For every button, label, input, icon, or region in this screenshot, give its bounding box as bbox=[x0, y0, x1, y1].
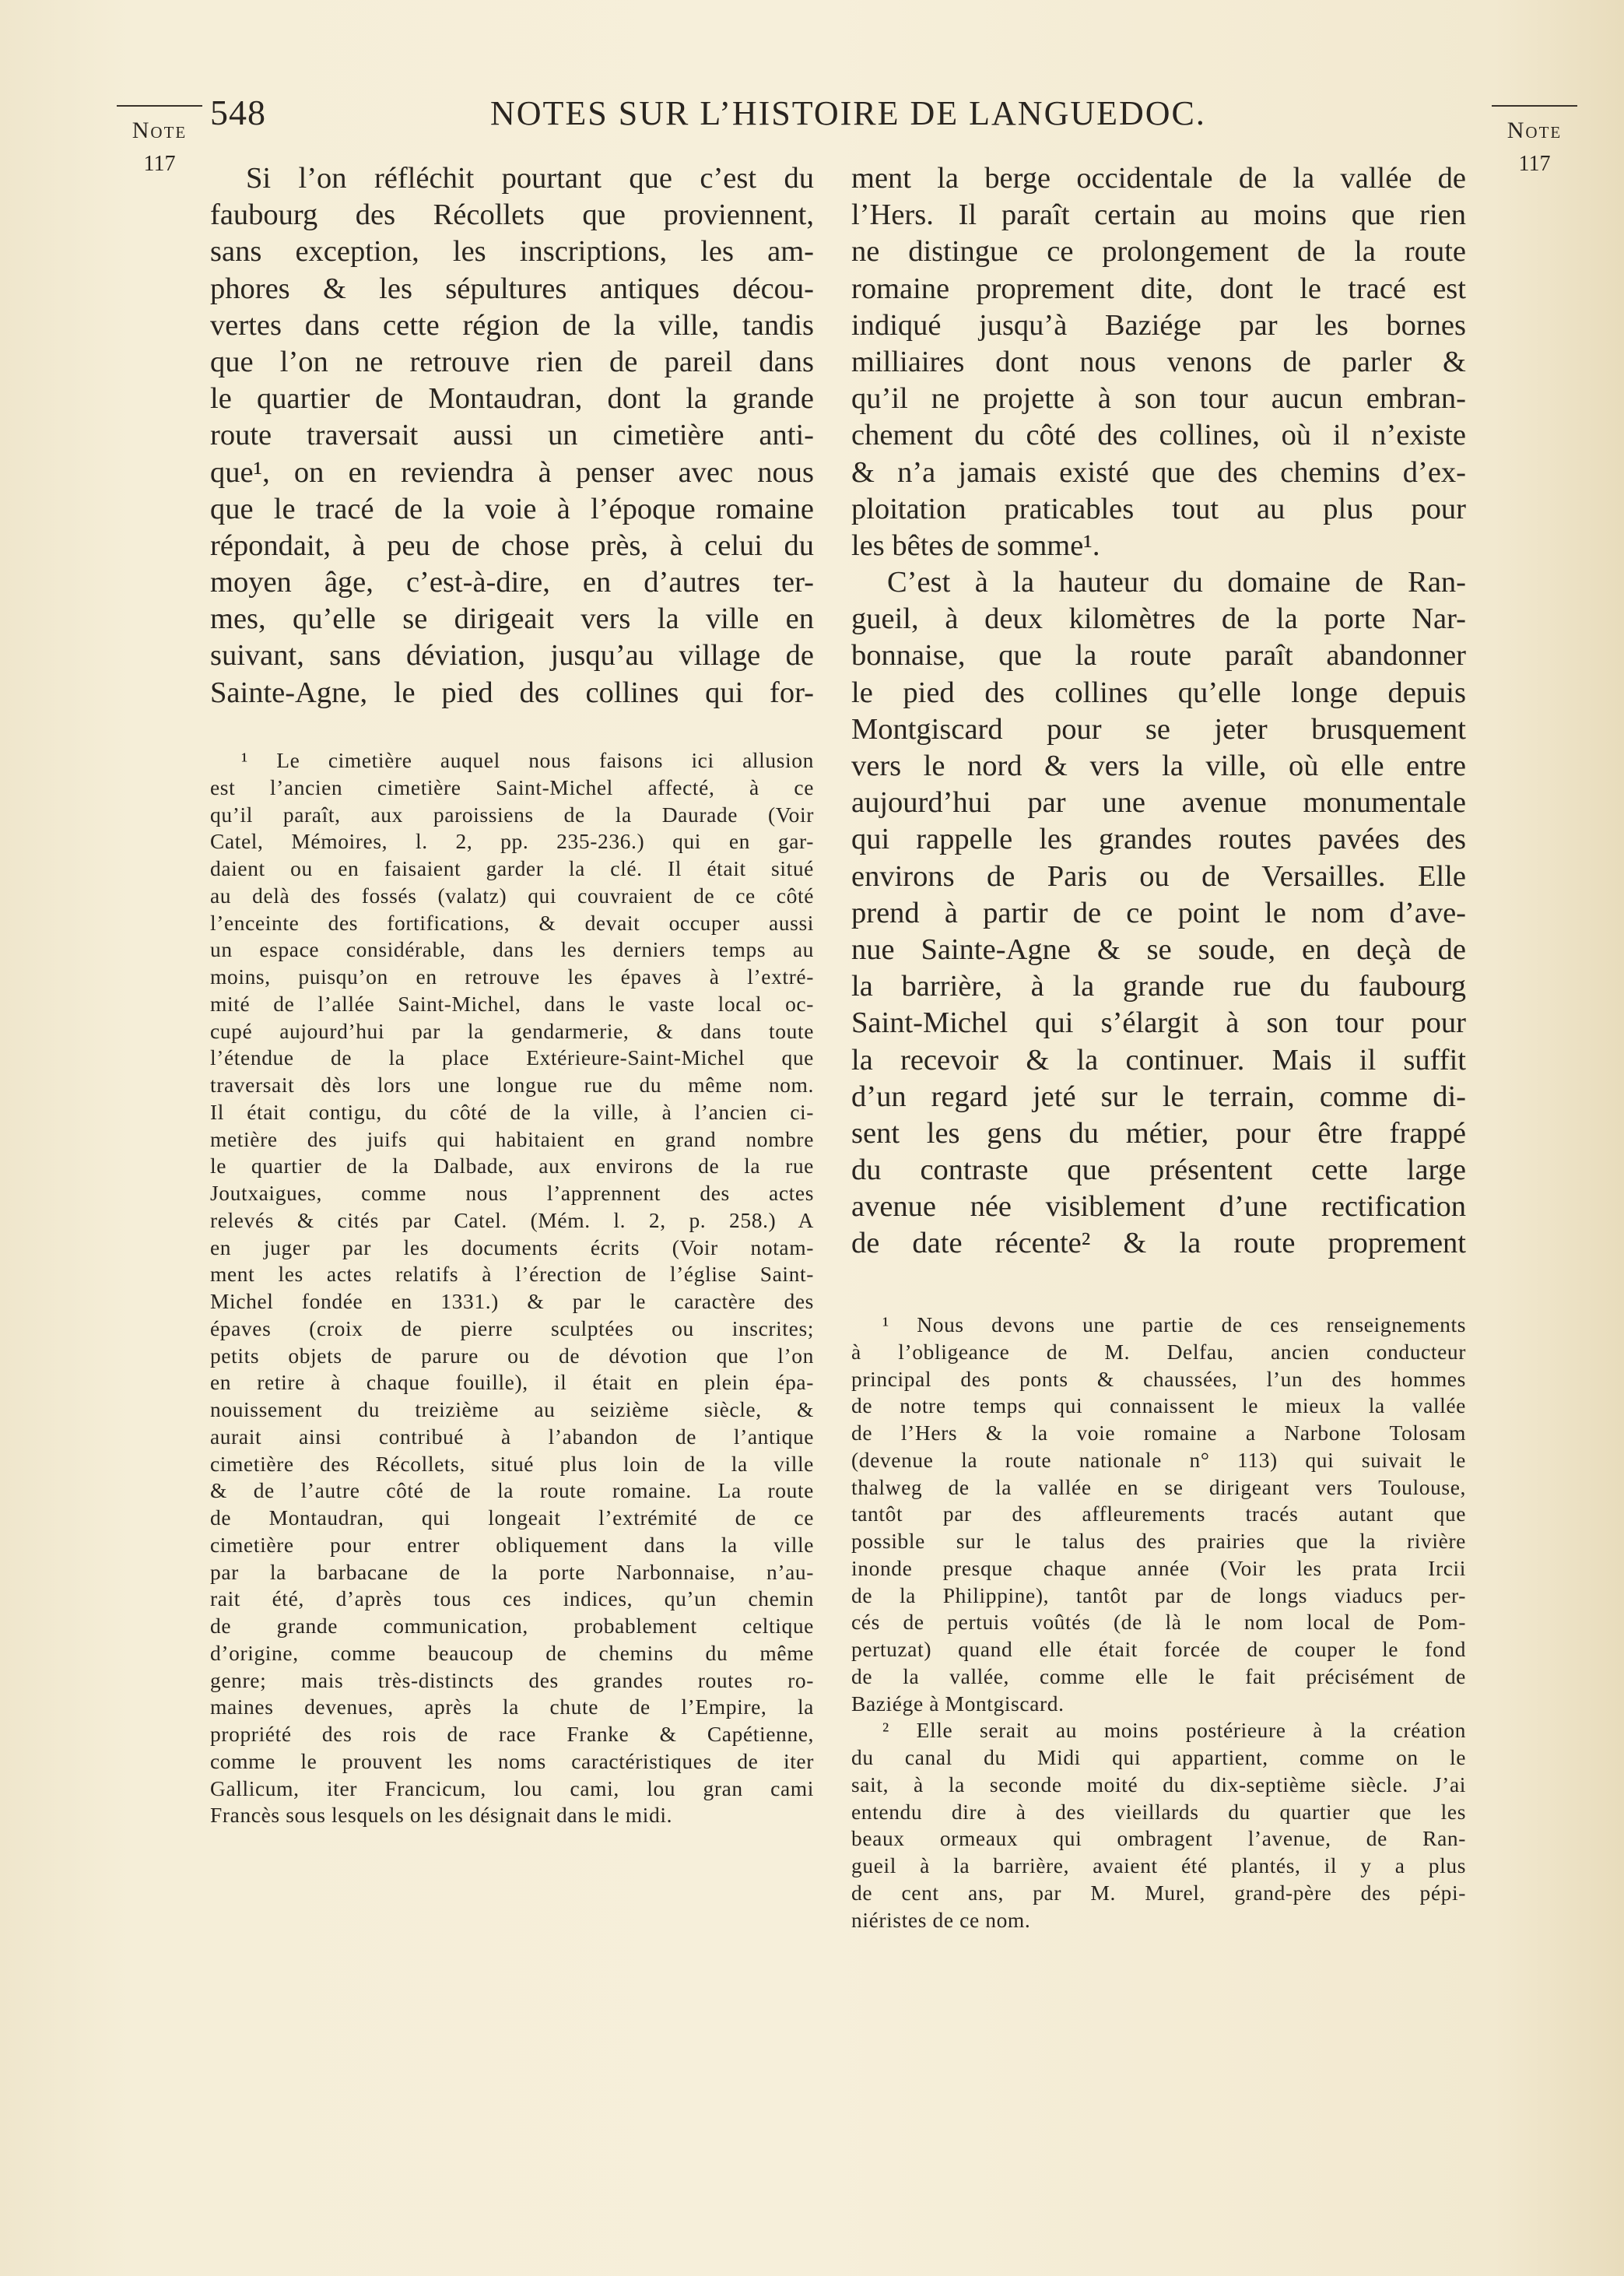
text-line: faubourg des Récollets que proviennent, bbox=[210, 198, 814, 232]
footnote-line: petits objets de parure ou de dévotion que l’on bbox=[210, 1343, 814, 1368]
footnote-line: beaux ormeaux qui ombragent l’avenue, de Ran- bbox=[851, 1826, 1466, 1851]
text-line: sans exception, les inscriptions, les am- bbox=[210, 235, 814, 269]
footnote-line: propriété des rois de race Franke & Capétienne, bbox=[210, 1722, 814, 1746]
footnote-line: d’origine, comme beaucoup de chemins du même bbox=[210, 1640, 814, 1665]
right-footnotes bbox=[851, 1312, 1466, 1934]
margin-note-number: 117 bbox=[143, 152, 176, 176]
text-line: romaine proprement dite, dont le tracé est bbox=[851, 272, 1466, 305]
text-line: mes, qu’elle se dirigeait vers la ville en bbox=[210, 602, 814, 636]
footnote-line: sait, à la seconde moité du dix-septième siècle. J’ai bbox=[851, 1772, 1466, 1797]
footnote-line: par la barbacane de la porte Narbonnaise, n’au- bbox=[210, 1559, 814, 1584]
footnote-line: cupé aujourd’hui par la gendarmerie, & dans toute bbox=[210, 1018, 814, 1043]
text-line: ploitation praticables tout au plus pour bbox=[851, 492, 1466, 525]
footnote-line: possible sur le talus des prairies que la rivière bbox=[851, 1529, 1466, 1553]
text-line: indiqué jusqu’à Baziége par les bornes bbox=[851, 308, 1466, 342]
footnote-line: ment les actes relatifs à l’érection de l’église Saint- bbox=[210, 1262, 814, 1287]
text-line: qui rappelle les grandes routes pavées des bbox=[851, 823, 1466, 856]
text-line: que le tracé de la voie à l’époque romaine bbox=[210, 492, 814, 525]
text-line: d’un regard jeté sur le terrain, comme di- bbox=[851, 1080, 1466, 1113]
footnote-line: ¹ Le cimetière auquel nous faisons ici allusion bbox=[241, 748, 814, 772]
left-footnotes bbox=[210, 747, 814, 1829]
text-line: chement du côté des collines, où il n’existe bbox=[851, 419, 1466, 452]
text-line: de date récente² & la route proprement bbox=[851, 1227, 1466, 1260]
text-line: environs de Paris ou de Versailles. Elle bbox=[851, 859, 1466, 893]
footnote-line: de l’Hers & la voie romaine a Narbone Tolosam bbox=[851, 1421, 1466, 1445]
text-line: Sainte-Agne, le pied des collines qui for- bbox=[210, 676, 814, 709]
footnote-line: l’étendue de la place Extérieure-Saint-Michel que bbox=[210, 1045, 814, 1070]
footnote-line: ² Elle serait au moins postérieure à la création bbox=[882, 1718, 1466, 1743]
footnote-line: tantôt par des affleurements tracés autant que bbox=[851, 1502, 1466, 1526]
footnote-line: & de l’autre côté de la route romaine. La route bbox=[210, 1478, 814, 1503]
text-line: Montgiscard pour se jeter brusquement bbox=[851, 712, 1466, 746]
text-line: Saint-Michel qui s’élargit à son tour pour bbox=[851, 1006, 1466, 1040]
footnote-line: maines devenues, après la chute de l’Empire, la bbox=[210, 1695, 814, 1719]
footnote-line: gueil à la barrière, avaient été plantés, il y a plus bbox=[851, 1853, 1466, 1877]
margin-note-left bbox=[117, 105, 202, 177]
footnote-line: principal des ponts & chaussées, l’un des hommes bbox=[851, 1366, 1466, 1391]
footnote-line: épaves (croix de pierre sculptées ou inscrites; bbox=[210, 1315, 814, 1340]
footnote-line: l’enceinte des fortifications, & devait occuper aussi bbox=[210, 910, 814, 935]
text-line: que l’on ne retrouve rien de pareil dans bbox=[210, 345, 814, 378]
footnote-line: cimetière des Récollets, situé plus loin de la ville bbox=[210, 1451, 814, 1476]
margin-note-label: Note bbox=[132, 118, 188, 143]
text-line: la recevoir & la continuer. Mais il suffit bbox=[851, 1043, 1466, 1077]
text-line: & n’a jamais existé que des chemins d’ex- bbox=[851, 455, 1466, 489]
footnote-line: comme le prouvent les noms caractéristiques de iter bbox=[210, 1748, 814, 1773]
footnote-line: inonde presque chaque année (Voir les prata Ircii bbox=[851, 1555, 1466, 1580]
margin-rule bbox=[1492, 105, 1577, 107]
text-line: qu’il ne projette à son tour aucun embran- bbox=[851, 382, 1466, 416]
text-line: ment la berge occidentale de la vallée de bbox=[851, 162, 1466, 195]
footnote-line: daient ou en faisaient garder la clé. Il était situé bbox=[210, 856, 814, 880]
footnote-line: metière des juifs qui habitaient en grand nombre bbox=[210, 1126, 814, 1151]
footnote-line: nouissement du treizième au seizième siècle, & bbox=[210, 1397, 814, 1421]
text-line: que¹, on en reviendra à penser avec nous bbox=[210, 455, 814, 489]
footnote-line: thalweg de la vallée en se dirigeant vers Toulouse, bbox=[851, 1474, 1466, 1499]
footnote-line: en retire à chaque fouille), il était en plein épa- bbox=[210, 1370, 814, 1395]
footnote-line: cés de pertuis voûtés (de là le nom local de Pom- bbox=[851, 1610, 1466, 1635]
footnote-line: Joutxaigues, comme nous l’apprennent des actes bbox=[210, 1181, 814, 1205]
text-line: répondait, à peu de chose près, à celui du bbox=[210, 529, 814, 562]
footnote-line: mité de l’allée Saint-Michel, dans le vaste local oc- bbox=[210, 991, 814, 1016]
text-line: le quartier de Montaudran, dont la grande bbox=[210, 382, 814, 416]
text-line: aujourd’hui par une avenue monumentale bbox=[851, 786, 1466, 820]
running-title: NOTES SUR L’HISTOIRE DE LANGUEDOC. bbox=[490, 94, 1206, 132]
footnote-line: genre; mais très-distincts des grandes routes ro- bbox=[210, 1667, 814, 1692]
footnote-line: de Montaudran, qui longeait l’extrémité de ce bbox=[210, 1505, 814, 1530]
text-line: moyen âge, c’est-à-dire, en d’autres ter- bbox=[210, 566, 814, 599]
footnote-line: (devenue la route nationale n° 113) qui suivait le bbox=[851, 1447, 1466, 1472]
margin-note-label: Note bbox=[1506, 118, 1563, 143]
footnote-line: de cent ans, par M. Murel, grand-père des pépi- bbox=[851, 1880, 1466, 1905]
text-line: vertes dans cette région de la ville, tandis bbox=[210, 308, 814, 342]
footnote-line: traversait dès lors une longue rue du même nom. bbox=[210, 1073, 814, 1097]
text-line: gueil, à deux kilomètres de la porte Nar- bbox=[851, 602, 1466, 636]
right-column-body bbox=[851, 160, 1466, 1263]
margin-note-number: 117 bbox=[1518, 152, 1551, 176]
text-line: les bêtes de somme¹. bbox=[851, 529, 1100, 562]
footnote-line: relevés & cités par Catel. (Mém. l. 2, p. 258.) A bbox=[210, 1207, 814, 1232]
margin-note-right bbox=[1492, 105, 1577, 177]
footnote-line: Catel, Mémoires, l. 2, pp. 235-236.) qui en gar- bbox=[210, 829, 814, 854]
footnote-line: Michel fondée en 1331.) & par le caractère des bbox=[210, 1289, 814, 1313]
text-line: nue Sainte-Agne & se soude, en deçà de bbox=[851, 933, 1466, 966]
footnote-line: un espace considérable, dans les derniers temps au bbox=[210, 937, 814, 962]
text-line: l’Hers. Il paraît certain au moins que rien bbox=[851, 198, 1466, 232]
footnote-line: rait été, d’après tous ces indices, qu’un chemin bbox=[210, 1586, 814, 1611]
footnote-line: Baziége à Montgiscard. bbox=[851, 1691, 1065, 1716]
footnote-line: ¹ Nous devons une partie de ces renseignements bbox=[882, 1312, 1466, 1336]
footnote-line: de grande communication, probablement celtique bbox=[210, 1614, 814, 1638]
page-header bbox=[202, 92, 1463, 139]
footnote-line: Francès sous lesquels on les désignait dans le midi. bbox=[210, 1803, 673, 1828]
footnote-line: à l’obligeance de M. Delfau, ancien conducteur bbox=[851, 1339, 1466, 1364]
text-line: C’est à la hauteur du domaine de Ran- bbox=[887, 566, 1466, 599]
footnote-line: de la vallée, comme elle le fait précisément de bbox=[851, 1663, 1466, 1688]
footnote-line: de notre temps qui connaissent le mieux la vallée bbox=[851, 1393, 1466, 1418]
text-line: ne distingue ce prolongement de la route bbox=[851, 235, 1466, 269]
footnote-line: entendu dire à des vieillards du quartier que les bbox=[851, 1799, 1466, 1824]
footnote-line: cimetière pour entrer obliquement dans la ville bbox=[210, 1532, 814, 1557]
left-column-body bbox=[210, 160, 814, 711]
text-line: prend à partir de ce point le nom d’ave- bbox=[851, 896, 1466, 929]
text-line: bonnaise, que la route paraît abandonner bbox=[851, 639, 1466, 673]
footnote-line: est l’ancien cimetière Saint-Michel affecté, à ce bbox=[210, 774, 814, 799]
footnote-line: pertuzat) quand elle était forcée de couper le fond bbox=[851, 1637, 1466, 1661]
footnote-line: Gallicum, iter Francicum, lou cami, lou gran cami bbox=[210, 1775, 814, 1800]
text-line: avenue née visiblement d’une rectification bbox=[851, 1190, 1466, 1224]
text-line: vers le nord & vers la ville, où elle entre bbox=[851, 750, 1466, 782]
page-number: 548 bbox=[210, 93, 266, 132]
footnote-line: qu’il paraît, aux paroissiens de la Daurade (Voir bbox=[210, 802, 814, 827]
footnote-line: du canal du Midi qui appartient, comme on le bbox=[851, 1745, 1466, 1769]
text-line: Si l’on réfléchit pourtant que c’est du bbox=[246, 162, 814, 195]
footnote-line: Il était contigu, du côté de la ville, à l’ancien ci- bbox=[210, 1099, 814, 1124]
text-line: route traversait aussi un cimetière anti- bbox=[210, 419, 814, 452]
text-line: le pied des collines qu’elle longe depuis bbox=[851, 676, 1466, 709]
footnote-line: de la Philippine), tantôt par de longs viaducs per- bbox=[851, 1582, 1466, 1607]
footnote-line: au delà des fossés (valatz) qui couvraient de ce côté bbox=[210, 883, 814, 908]
text-line: suivant, sans déviation, jusqu’au village de bbox=[210, 639, 814, 673]
footnote-line: en juger par les documents écrits (Voir notam- bbox=[210, 1235, 814, 1259]
footnote-line: aurait ainsi contribué à l’abandon de l’antique bbox=[210, 1424, 814, 1449]
text-line: la barrière, à la grande rue du faubourg bbox=[851, 970, 1466, 1003]
text-line: milliaires dont nous venons de parler & bbox=[851, 345, 1466, 378]
text-line: sent les gens du métier, pour être frappé bbox=[851, 1116, 1466, 1150]
footnote-line: le quartier de la Dalbade, aux environs de la rue bbox=[210, 1154, 814, 1178]
text-line: phores & les sépultures antiques décou- bbox=[210, 272, 814, 305]
margin-rule bbox=[117, 105, 202, 107]
footnote-line: moins, puisqu’on en retrouve les épaves à l’extré- bbox=[210, 964, 814, 989]
footnote-line: niéristes de ce nom. bbox=[851, 1907, 1031, 1932]
text-line: du contraste que présentent cette large bbox=[851, 1154, 1466, 1187]
